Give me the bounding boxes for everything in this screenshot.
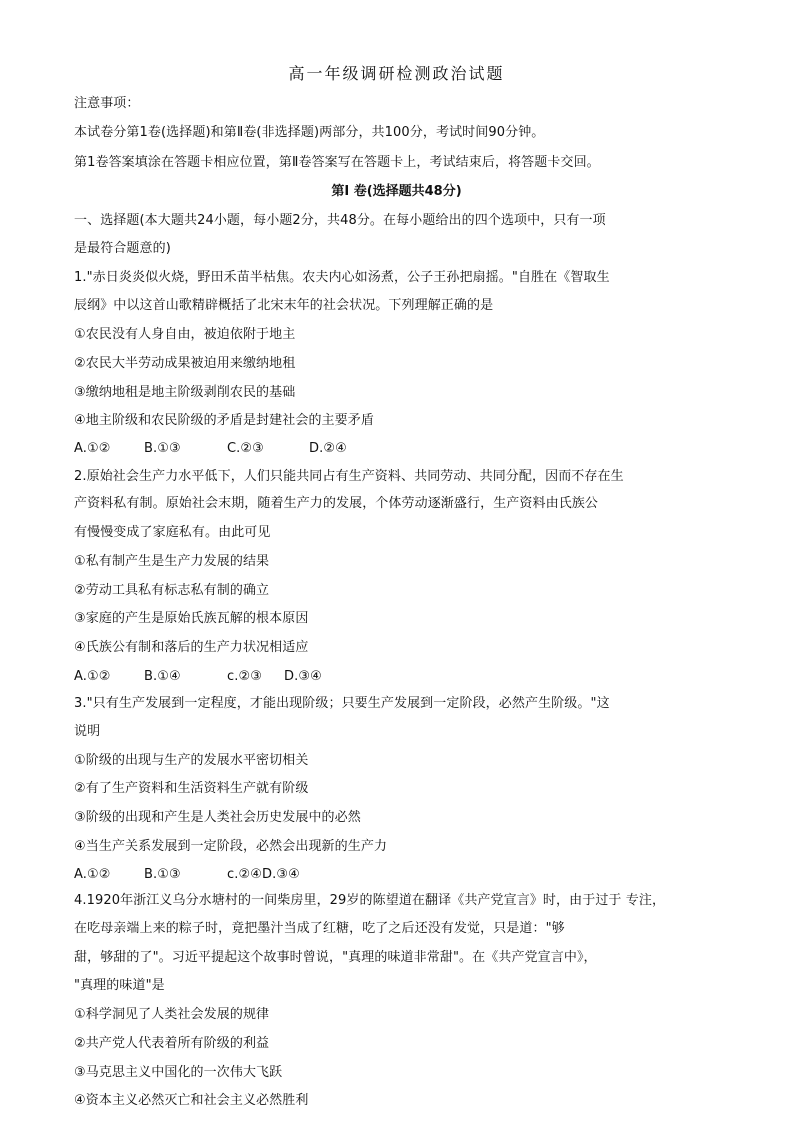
question-4-text-1: 4.1920年浙江义乌分水塘村的一间柴房里，29岁的陈望道在翻译《共产党宣言》时，由于过于 专注， xyxy=(74,893,666,908)
question-4-statement-3: ③马克思主义中国化的一次伟大飞跃 xyxy=(74,1065,283,1080)
question-4-statement-1: ①科学洞见了人类社会发展的规律 xyxy=(74,1007,270,1022)
question-4-statement-4: ④资本主义必然灭亡和社会主义必然胜利 xyxy=(74,1093,309,1108)
section-title: 第I 卷(选择题共48分) xyxy=(331,184,462,199)
question-2-option-c: c.②③ xyxy=(227,669,262,684)
question-2-option-d: D.③④ xyxy=(284,669,322,684)
question-4-text-4: "真理的味道"是 xyxy=(74,978,165,993)
question-2-options xyxy=(74,668,322,686)
instructions-line-2: 是最符合题意的) xyxy=(74,241,171,256)
question-3-text-1: 3."只有生产发展到一定程度，才能出现阶级；只要生产发展到一定阶段，必然产生阶级。"这 xyxy=(74,696,610,711)
question-4-statement-2: ②共产党人代表着所有阶级的利益 xyxy=(74,1036,270,1051)
question-1-option-d: D.②④ xyxy=(309,441,347,456)
question-2-statement-1: ①私有制产生是生产力发展的结果 xyxy=(74,554,270,569)
question-1-statement-3: ③缴纳地租是地主阶级剥削农民的基础 xyxy=(74,385,296,400)
question-2-statement-2: ②劳动工具私有标志私有制的确立 xyxy=(74,583,270,598)
question-3-statement-1: ①阶级的出现与生产的发展水平密切相关 xyxy=(74,753,309,768)
question-4-text-3: 甜，够甜的了"。习近平提起这个故事时曾说，"真理的味道非常甜"。在《共产党宣言中》， xyxy=(74,950,597,965)
question-2-statement-4: ④氏族公有制和落后的生产力状况相适应 xyxy=(74,640,309,655)
question-1-statement-1: ①农民没有人身自由，被迫依附于地主 xyxy=(74,327,296,342)
question-3-option-c: c.②④ xyxy=(227,867,262,882)
question-1-option-b: B.①③ xyxy=(144,441,181,456)
question-3-statement-3: ③阶级的出现和产生是人类社会历史发展中的必然 xyxy=(74,810,361,825)
question-1-options xyxy=(74,440,347,458)
question-2-text-3: 有慢慢变成了家庭私有。由此可见 xyxy=(74,525,271,540)
question-2-text-1: 2.原始社会生产力水平低下，人们只能共同占有生产资料、共同劳动、共同分配，因而不存在生 xyxy=(74,469,624,484)
question-2-text-2: 产资料私有制。原始社会末期，随着生产力的发展，个体劳动逐渐盛行，生产资料由氏族公 xyxy=(74,496,599,511)
notice-heading: 注意事项： xyxy=(74,96,140,111)
question-3-statement-4: ④当生产关系发展到一定阶段，必然会出现新的生产力 xyxy=(74,839,388,854)
instructions-line-1: 一、选择题(本大题共24小题，每小题2分，共48分。在每小题给出的四个选项中，只有一项 xyxy=(74,213,606,228)
question-3-options xyxy=(74,866,300,884)
question-3-statement-2: ②有了生产资料和生活资料生产就有阶级 xyxy=(74,781,309,796)
question-4-text-2: 在吃母亲端上来的粽子时，竟把墨汁当成了红糖，吃了之后还没有发觉，只是道："够 xyxy=(74,921,565,936)
question-3-option-d: D.③④ xyxy=(262,867,300,882)
exam-title: 高一年级调研检测政治试题 xyxy=(288,64,505,83)
question-3-option-b: B.①③ xyxy=(144,867,181,882)
question-3-text-2: 说明 xyxy=(74,724,101,739)
question-1-statement-4: ④地主阶级和农民阶级的矛盾是封建社会的主要矛盾 xyxy=(74,413,374,428)
question-1-option-c: C.②③ xyxy=(227,441,264,456)
question-2-option-b: B.①④ xyxy=(144,669,181,684)
question-2-statement-3: ③家庭的产生是原始氏族瓦解的根本原因 xyxy=(74,611,309,626)
notice-line-2: 第1卷答案填涂在答题卡相应位置，第Ⅱ卷答案写在答题卡上，考试结束后，将答题卡交回。 xyxy=(74,155,600,170)
question-1-option-a: A.①② xyxy=(74,441,111,456)
question-2-option-a: A.①② xyxy=(74,669,111,684)
question-1-text-2: 辰纲》中以这首山歌精辟概括了北宋末年的社会状况。下列理解正确的是 xyxy=(74,298,494,313)
question-3-option-a: A.①② xyxy=(74,867,111,882)
question-1-statement-2: ②农民大半劳动成果被迫用来缴纳地租 xyxy=(74,356,296,371)
notice-line-1: 本试卷分第1卷(选择题)和第Ⅱ卷(非选择题)两部分，共100分，考试时间90分钟。 xyxy=(74,125,545,140)
question-1-text-1: 1."赤日炎炎似火烧，野田禾苗半枯焦。农夫内心如汤煮，公子王孙把扇摇。"自胜在《智取生 xyxy=(74,270,610,285)
